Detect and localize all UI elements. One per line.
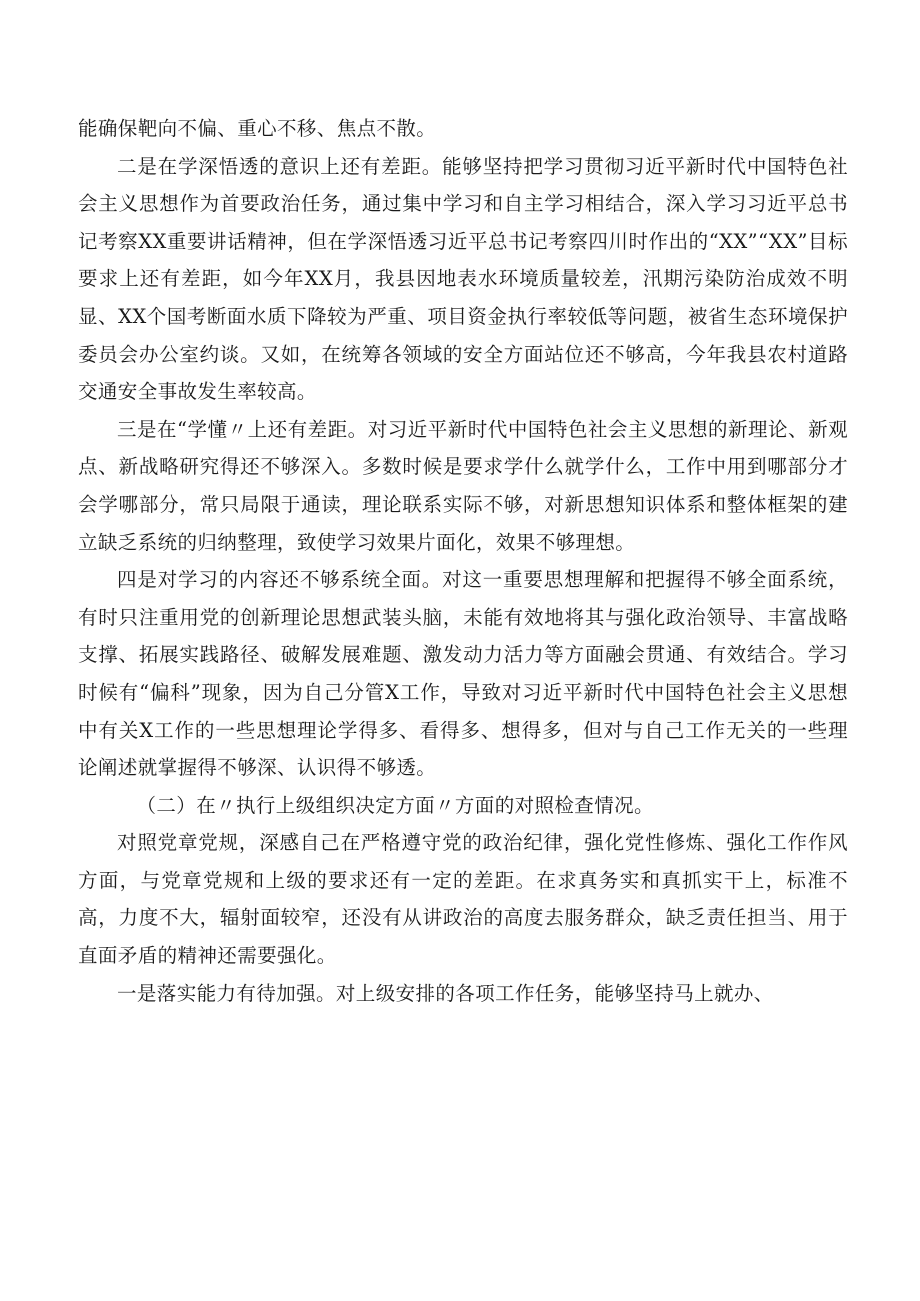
document-body <box>78 110 848 1012</box>
section-heading: （二）在〃执行上级组织决定方面〃方面的对照检查情况。 <box>136 793 654 817</box>
paragraph-understanding: 三是在“学懂〃上还有差距。对习近平新时代中国特色社会主义思想的新理论、新观点、新战略研究得还不够深入。多数时候是要求学什么就学什么，工作中用到哪部分才会学哪部分，常只局限于通读，理论联系实际不够，对新思想知识体系和整体框架的建立缺乏系统的归纳整理，致使学习效果片面化，效果不够理想。 <box>78 417 848 554</box>
paragraph-systematic-learning: 四是对学习的内容还不够系统全面。对这一重要思想理解和把握得不够全面系统，有时只注重用党的创新理论思想武装头脑，未能有效地将其与强化政治领导、丰富战略支撑、拓展实践路径、破解发展难题、激发动力活力等方面融会贯通、有效结合。学习时候有“偏科”现象，因为自己分管X工作，导致对习近平新时代中国特色社会主义思想中有关X工作的一些思想理论学得多、看得多、想得多，但对与自己工作无关的一些理论阐述就掌握得不够深、认识得不够透。 <box>78 568 848 780</box>
paragraph-implementation: 一是落实能力有待加强。对上级安排的各项工作任务，能够坚持马上就办、 <box>117 981 774 1005</box>
paragraph-study-depth: 二是在学深悟透的意识上还有差距。能够坚持把学习贯彻习近平新时代中国特色社会主义思想作为首要政治任务，通过集中学习和自主学习相结合，深入学习习近平总书记考察XX重要讲话精神，但在学深悟透习近平总书记考察四川时作出的“XX”“XX”目标要求上还有差距，如今年XX月，我县因地表水环境质量较差，汛期污染防治成效不明显、XX个国考断面水质下降较为严重、项目资金执行率较低等问题，被省生态环境保护委员会办公室约谈。又如，在统筹各领域的安全方面站位还不够高，今年我县农村道路交通安全事故发生率较高。 <box>78 154 848 404</box>
paragraph-party-rules: 对照党章党规，深感自己在严格遵守党的政治纪律，强化党性修炼、强化工作作风方面，与党章党规和上级的要求还有一定的差距。在求真务实和真抓实干上，标准不高，力度不大，辐射面较窄，还没有从讲政治的高度去服务群众，缺乏责任担当、用于直面矛盾的精神还需要强化。 <box>78 831 848 968</box>
paragraph-continuation: 能确保靶向不偏、重心不移、焦点不散。 <box>78 117 437 140</box>
